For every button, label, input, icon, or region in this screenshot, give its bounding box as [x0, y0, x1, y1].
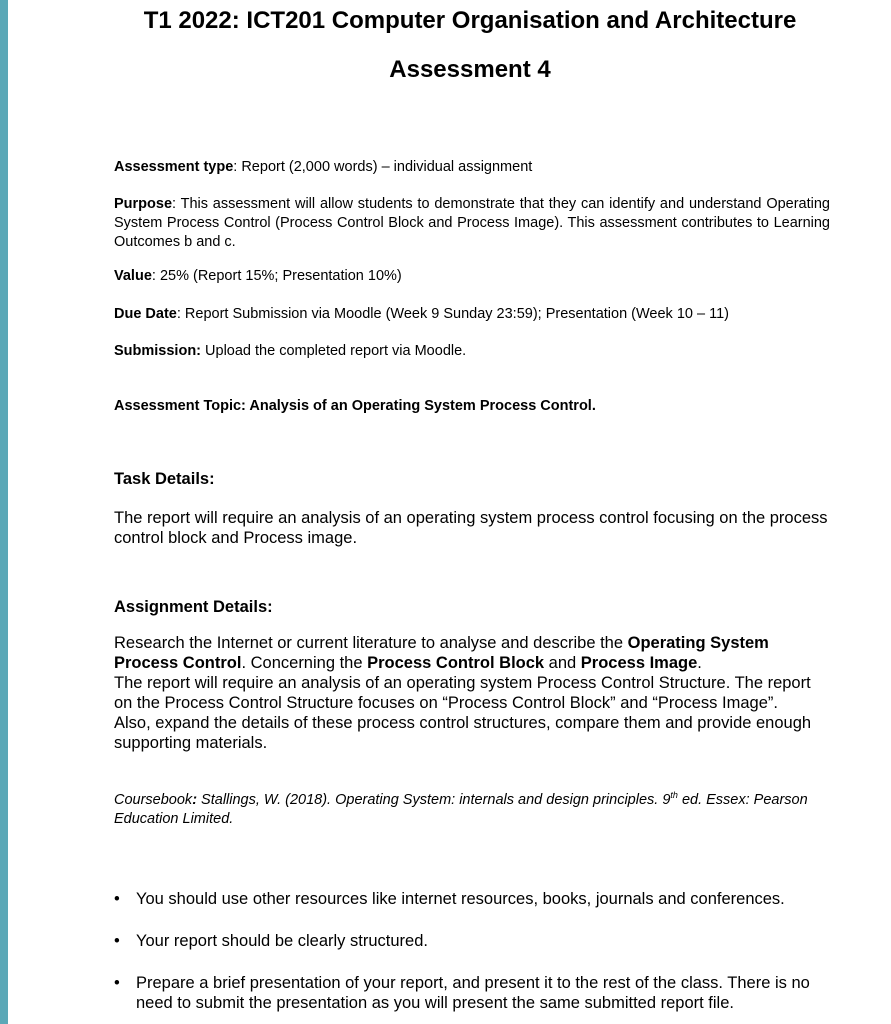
coursebook-colon: : — [192, 792, 198, 808]
purpose — [114, 195, 830, 252]
assignment-text: . Concerning the — [241, 654, 368, 672]
coursebook-superscript: th — [670, 790, 678, 801]
assignment-paragraph-1 — [114, 633, 830, 673]
submission — [114, 342, 830, 361]
bullet-item: • You should use other resources like internet resources, books, journals and conferences. — [114, 889, 830, 909]
value-label: Value — [114, 268, 152, 284]
assignment-bold-term: Process Control Block — [367, 654, 545, 672]
coursebook-text: Stallings, W. (2018). Operating System: internals and design principles. 9 — [197, 792, 671, 808]
assignment-paragraph-2: The report will require an analysis of an operating system Process Control Structure. The report on the Process Control Structure focuses on “Process Control Block” and “Process Image”. — [114, 674, 811, 712]
document-title: T1 2022: ICT201 Computer Organisation and Architecture — [143, 7, 797, 34]
task-details-heading: Task Details: — [114, 470, 215, 488]
bullet-list — [114, 889, 830, 1013]
document-subtitle: Assessment 4 — [389, 56, 551, 83]
submission-value: Upload the completed report via Moodle. — [201, 343, 467, 359]
assignment-text: Research the Internet or current literature to analyse and describe the — [114, 634, 628, 652]
value — [114, 267, 830, 286]
assessment-type — [114, 158, 830, 177]
due-date-value: : Report Submission via Moodle (Week 9 Sunday 23:59); Presentation (Week 10 – 11) — [176, 306, 729, 322]
assignment-paragraph-3: Also, expand the details of these process control structures, compare them and provide enough supporting materials. — [114, 714, 812, 752]
coursebook-label: Coursebook — [114, 792, 193, 808]
assessment-type-value: : Report (2,000 words) – individual assignment — [233, 159, 533, 175]
bullet-item: • Prepare a brief presentation of your report, and present it to the rest of the class. There is no need to submit the presentation as you will present the same submitted report file. — [114, 973, 830, 1013]
bullet-item: • Your report should be clearly structured. — [114, 931, 830, 951]
due-date-label: Due Date — [114, 306, 177, 322]
submission-label: Submission: — [114, 343, 202, 359]
due-date — [114, 305, 830, 324]
assignment-bold-term: Process Image — [580, 654, 698, 672]
value-value: : 25% (Report 15%; Presentation 10%) — [151, 268, 402, 284]
assignment-bold-term: Operating System Process Control — [114, 634, 769, 672]
assignment-text: . — [697, 654, 702, 672]
purpose-value: : This assessment will allow students to demonstrate that they can identify and understand Operating System Process Control (Process Control Block and Process Image). This assessment contributes to Learning Outcomes b and c. — [114, 196, 830, 250]
assessment-topic: Assessment Topic: Analysis of an Operating System Process Control. — [114, 398, 596, 414]
assignment-text: and — [544, 654, 581, 672]
purpose-label: Purpose — [114, 196, 173, 212]
coursebook-reference — [114, 791, 830, 829]
assignment-details-heading: Assignment Details: — [114, 598, 273, 616]
task-details-body: The report will require an analysis of an operating system process control focusing on the process control block and Process image. — [114, 509, 828, 547]
coursebook-text-end: ed. Essex: Pearson Education Limited. — [114, 792, 808, 827]
left-accent-bar — [0, 0, 8, 1024]
assignment-details-body — [114, 633, 830, 753]
assessment-type-label: Assessment type — [114, 159, 234, 175]
